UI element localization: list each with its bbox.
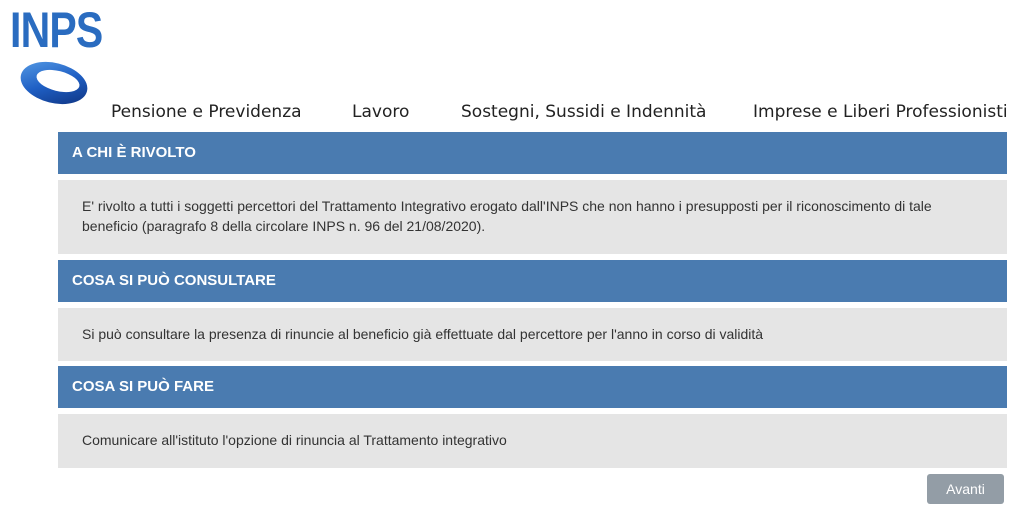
nav-item-imprese-professionisti[interactable]: Imprese e Liberi Professionisti [753,102,1008,122]
nav-item-lavoro[interactable]: Lavoro [352,102,410,122]
section-body-a-chi-e-rivolto: E' rivolto a tutti i soggetti percettori del Trattamento Integrativo erogato dall'INPS che non hanno i presupposti per il riconoscimento di tale beneficio (paragrafo 8 della circolare INPS n. 96 del 21/08/2020). [58,180,1007,254]
nav-item-pensione-previdenza[interactable]: Pensione e Previdenza [111,102,302,122]
nav-item-sostegni-sussidi[interactable]: Sostegni, Sussidi e Indennità [461,102,707,122]
main-nav [0,100,1024,126]
inps-logo[interactable] [10,2,103,108]
avanti-button[interactable]: Avanti [927,474,1004,504]
section-body-cosa-fare: Comunicare all'istituto l'opzione di rinuncia al Trattamento integrativo [58,414,1007,468]
section-header-cosa-consultare: COSA SI PUÒ CONSULTARE [58,260,1007,302]
section-header-a-chi-e-rivolto: A CHI È RIVOLTO [58,132,1007,174]
section-header-cosa-fare: COSA SI PUÒ FARE [58,366,1007,408]
logo-text: INPS [10,2,103,58]
section-body-cosa-consultare: Si può consultare la presenza di rinuncie al beneficio già effettuate dal percettore per l'anno in corso di validità [58,308,1007,361]
